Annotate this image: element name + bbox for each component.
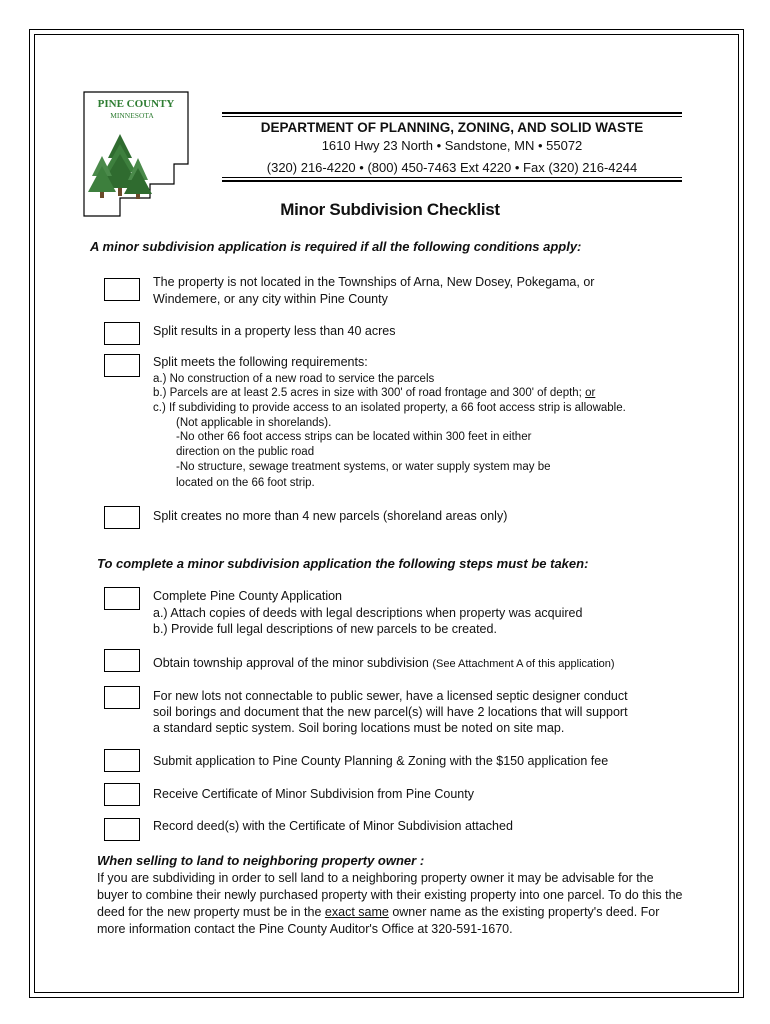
department-phones: (320) 216-4220 • (800) 450-7463 Ext 4220 • Fax (320) 216-4244	[266, 160, 638, 175]
step-septic-line3: a standard septic system. Soil boring locations must be noted on site map.	[153, 721, 565, 735]
requirement-c-rule2b: located on the 66 foot strip.	[176, 477, 315, 489]
step-township-note: (See Attachment A of this application)	[432, 658, 615, 670]
selling-body-post: owner name as the existing property's deed. For more information contact the Pine County Auditor's Office at 320-591-1670.	[97, 905, 660, 936]
header-rule-top	[222, 112, 682, 114]
checkbox-step-record[interactable]	[104, 818, 140, 841]
condition-parcels: Split creates no more than 4 new parcels (shoreland areas only)	[153, 509, 508, 523]
checkbox-condition-parcels[interactable]	[104, 506, 140, 529]
checkbox-condition-location[interactable]	[104, 278, 140, 301]
condition-requirements: Split meets the following requirements:	[153, 355, 368, 369]
step-record: Record deed(s) with the Certificate of Minor Subdivision attached	[153, 819, 513, 833]
step-application: Complete Pine County Application	[153, 589, 343, 603]
step-septic-line1: For new lots not connectable to public sewer, have a licensed septic designer conduct	[153, 689, 628, 703]
condition-acreage: Split results in a property less than 40 acres	[153, 324, 396, 338]
selling-body	[97, 870, 687, 938]
condition-location-line2: Windemere, or any city within Pine County	[153, 292, 388, 306]
step-septic-line2: soil borings and document that the new parcel(s) will have 2 locations that will support	[153, 705, 628, 719]
step-township	[153, 655, 615, 672]
selling-body-pre: If you are subdividing in order to sell land to a neighboring property owner it may be advisable for the buyer to combine their newly purchased property with their existing property into one parcel. To do this the deed for the new property must be in the	[97, 871, 683, 919]
checkbox-condition-requirements[interactable]	[104, 354, 140, 377]
department-name: DEPARTMENT OF PLANNING, ZONING, AND SOLID WASTE	[260, 120, 644, 135]
requirement-a: a.) No construction of a new road to service the parcels	[153, 373, 435, 385]
selling-heading: When selling to land to neighboring property owner :	[97, 853, 425, 868]
pine-county-logo	[80, 88, 192, 220]
section2-intro: To complete a minor subdivision application the following steps must be taken:	[97, 556, 589, 571]
logo-line1: PINE COUNTY	[97, 98, 175, 110]
checkbox-step-submit[interactable]	[104, 749, 140, 772]
checkbox-step-certificate[interactable]	[104, 783, 140, 806]
selling-body-underlined: exact same	[324, 905, 389, 919]
requirement-b	[153, 386, 595, 401]
step-township-text: Obtain township approval of the minor subdivision	[153, 656, 429, 670]
page-title: Minor Subdivision Checklist	[280, 200, 500, 219]
header-rule-bottom-thin	[222, 177, 682, 178]
requirement-c-note: (Not applicable in shorelands).	[176, 417, 332, 429]
step-certificate: Receive Certificate of Minor Subdivision from Pine County	[153, 787, 474, 801]
department-address: 1610 Hwy 23 North • Sandstone, MN • 55072	[321, 138, 583, 153]
checkbox-condition-acreage[interactable]	[104, 322, 140, 345]
requirement-c: c.) If subdividing to provide access to an isolated property, a 66 foot access strip is allowable.	[153, 402, 626, 414]
requirement-c-rule1: -No other 66 foot access strips can be located within 300 feet in either	[176, 431, 532, 443]
section1-intro: A minor subdivision application is required if all the following conditions apply:	[90, 239, 582, 254]
header-rule-top-thin	[222, 116, 682, 117]
step-application-a: a.) Attach copies of deeds with legal descriptions when property was acquired	[153, 606, 583, 620]
logo-line2: MINNESOTA	[110, 111, 154, 120]
checkbox-step-septic[interactable]	[104, 686, 140, 709]
requirement-b-or: or	[585, 387, 596, 399]
checkbox-step-township[interactable]	[104, 649, 140, 672]
requirement-b-text: b.) Parcels are at least 2.5 acres in size with 300' of road frontage and 300' of depth;	[153, 387, 582, 399]
step-application-b: b.) Provide full legal descriptions of new parcels to be created.	[153, 622, 497, 636]
condition-location-line1: The property is not located in the Townships of Arna, New Dosey, Pokegama, or	[153, 275, 595, 289]
step-submit: Submit application to Pine County Planning & Zoning with the $150 application fee	[153, 754, 609, 768]
requirement-c-rule2: -No structure, sewage treatment systems, or water supply system may be	[176, 461, 551, 473]
checkbox-step-application[interactable]	[104, 587, 140, 610]
requirement-c-rule1b: direction on the public road	[176, 446, 315, 458]
header-rule-bottom	[222, 180, 682, 182]
